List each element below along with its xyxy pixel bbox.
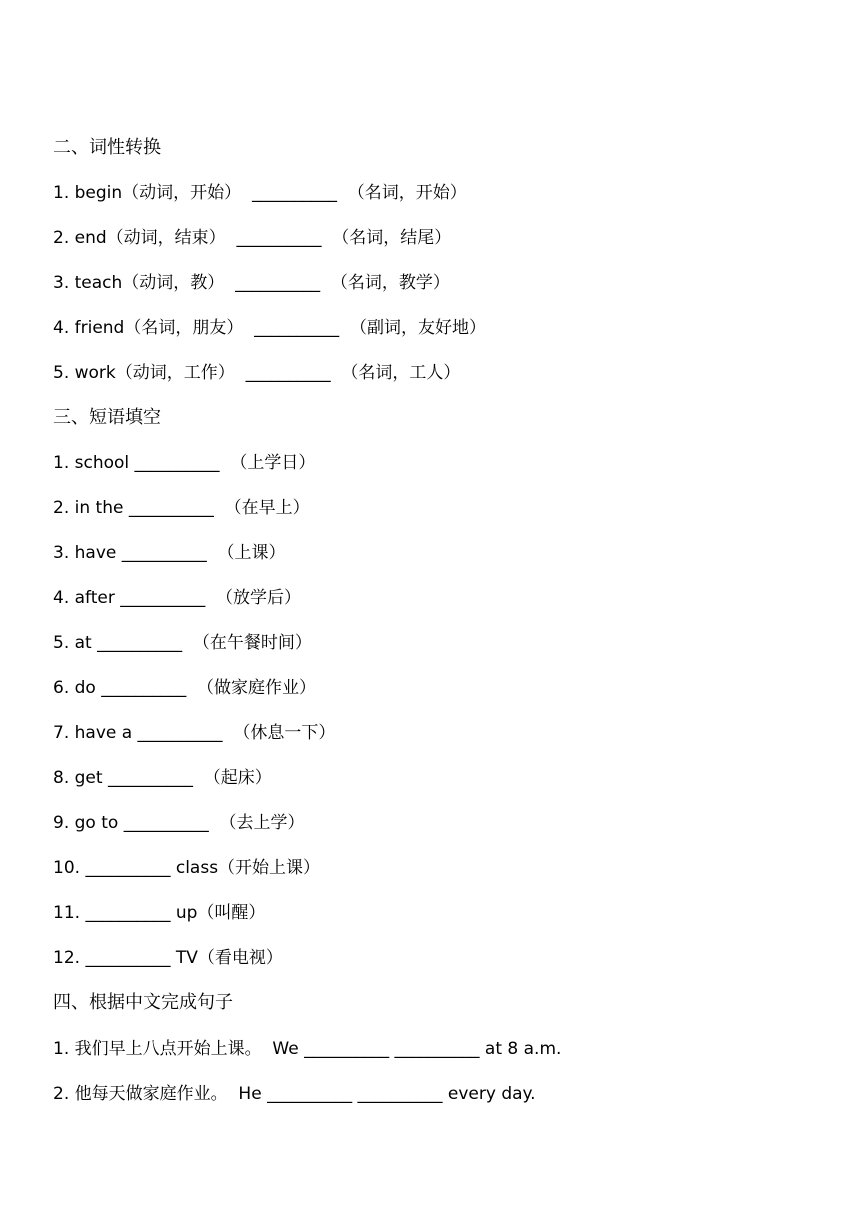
- phrase-item-8: 8. get __________ （起床）: [53, 768, 272, 788]
- phrase-item-4: 4. after __________ （放学后）: [53, 588, 302, 608]
- sentence-item-2: 2. 他每天做家庭作业。 He __________ __________ every day.: [53, 1084, 536, 1104]
- section-heading-complete-sentences: 四、根据中文完成句子: [53, 992, 233, 1013]
- phrase-item-7: 7. have a __________ （休息一下）: [53, 723, 336, 743]
- phrase-item-12: 12. __________ TV（看电视）: [53, 948, 283, 968]
- phrase-item-3: 3. have __________ （上课）: [53, 543, 286, 563]
- word-conversion-item-5: 5. work（动词，工作） __________ （名词，工人）: [53, 363, 461, 383]
- phrase-item-6: 6. do __________ （做家庭作业）: [53, 678, 317, 698]
- word-conversion-item-3: 3. teach（动词，教） __________ （名词，教学）: [53, 273, 450, 293]
- section-heading-word-conversion: 二、词性转换: [53, 137, 161, 158]
- section-heading-phrase-fill: 三、短语填空: [53, 407, 161, 428]
- phrase-item-1: 1. school __________ （上学日）: [53, 453, 316, 473]
- phrase-item-9: 9. go to __________ （去上学）: [53, 813, 305, 833]
- phrase-item-10: 10. __________ class（开始上课）: [53, 858, 321, 878]
- word-conversion-item-1: 1. begin（动词，开始） __________ （名词，开始）: [53, 183, 467, 203]
- phrase-item-2: 2. in the __________ （在早上）: [53, 498, 310, 518]
- phrase-item-5: 5. at __________ （在午餐时间）: [53, 633, 312, 653]
- word-conversion-item-4: 4. friend（名词，朋友） __________ （副词，友好地）: [53, 318, 486, 338]
- phrase-item-11: 11. __________ up（叫醒）: [53, 903, 266, 923]
- word-conversion-item-2: 2. end（动词，结束） __________ （名词，结尾）: [53, 228, 452, 248]
- sentence-item-1: 1. 我们早上八点开始上课。 We __________ __________ at 8 a.m.: [53, 1039, 562, 1059]
